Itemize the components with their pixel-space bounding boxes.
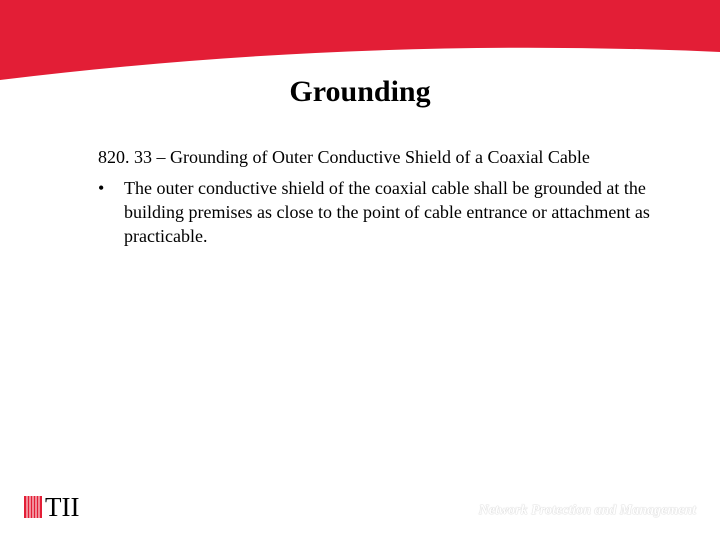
- tii-logo: [24, 492, 79, 522]
- header-banner: [0, 0, 720, 80]
- logo-text: TII: [45, 492, 80, 522]
- slide-subtitle: 820. 33 – Grounding of Outer Conductive Shield of a Coaxial Cable: [98, 147, 590, 167]
- footer-tagline: Network Protection and Management: [478, 503, 696, 518]
- bullet-text: The outer conductive shield of the coaxial cable shall be grounded at the building premises as close to the point of cable entrance or attachment as practicable.: [124, 178, 650, 246]
- slide-title: Grounding: [289, 75, 431, 108]
- bullet-marker: •: [98, 178, 105, 198]
- bullet-list: [98, 176, 698, 248]
- bullet-item: [98, 176, 698, 248]
- tii-logo-icon: [24, 496, 42, 518]
